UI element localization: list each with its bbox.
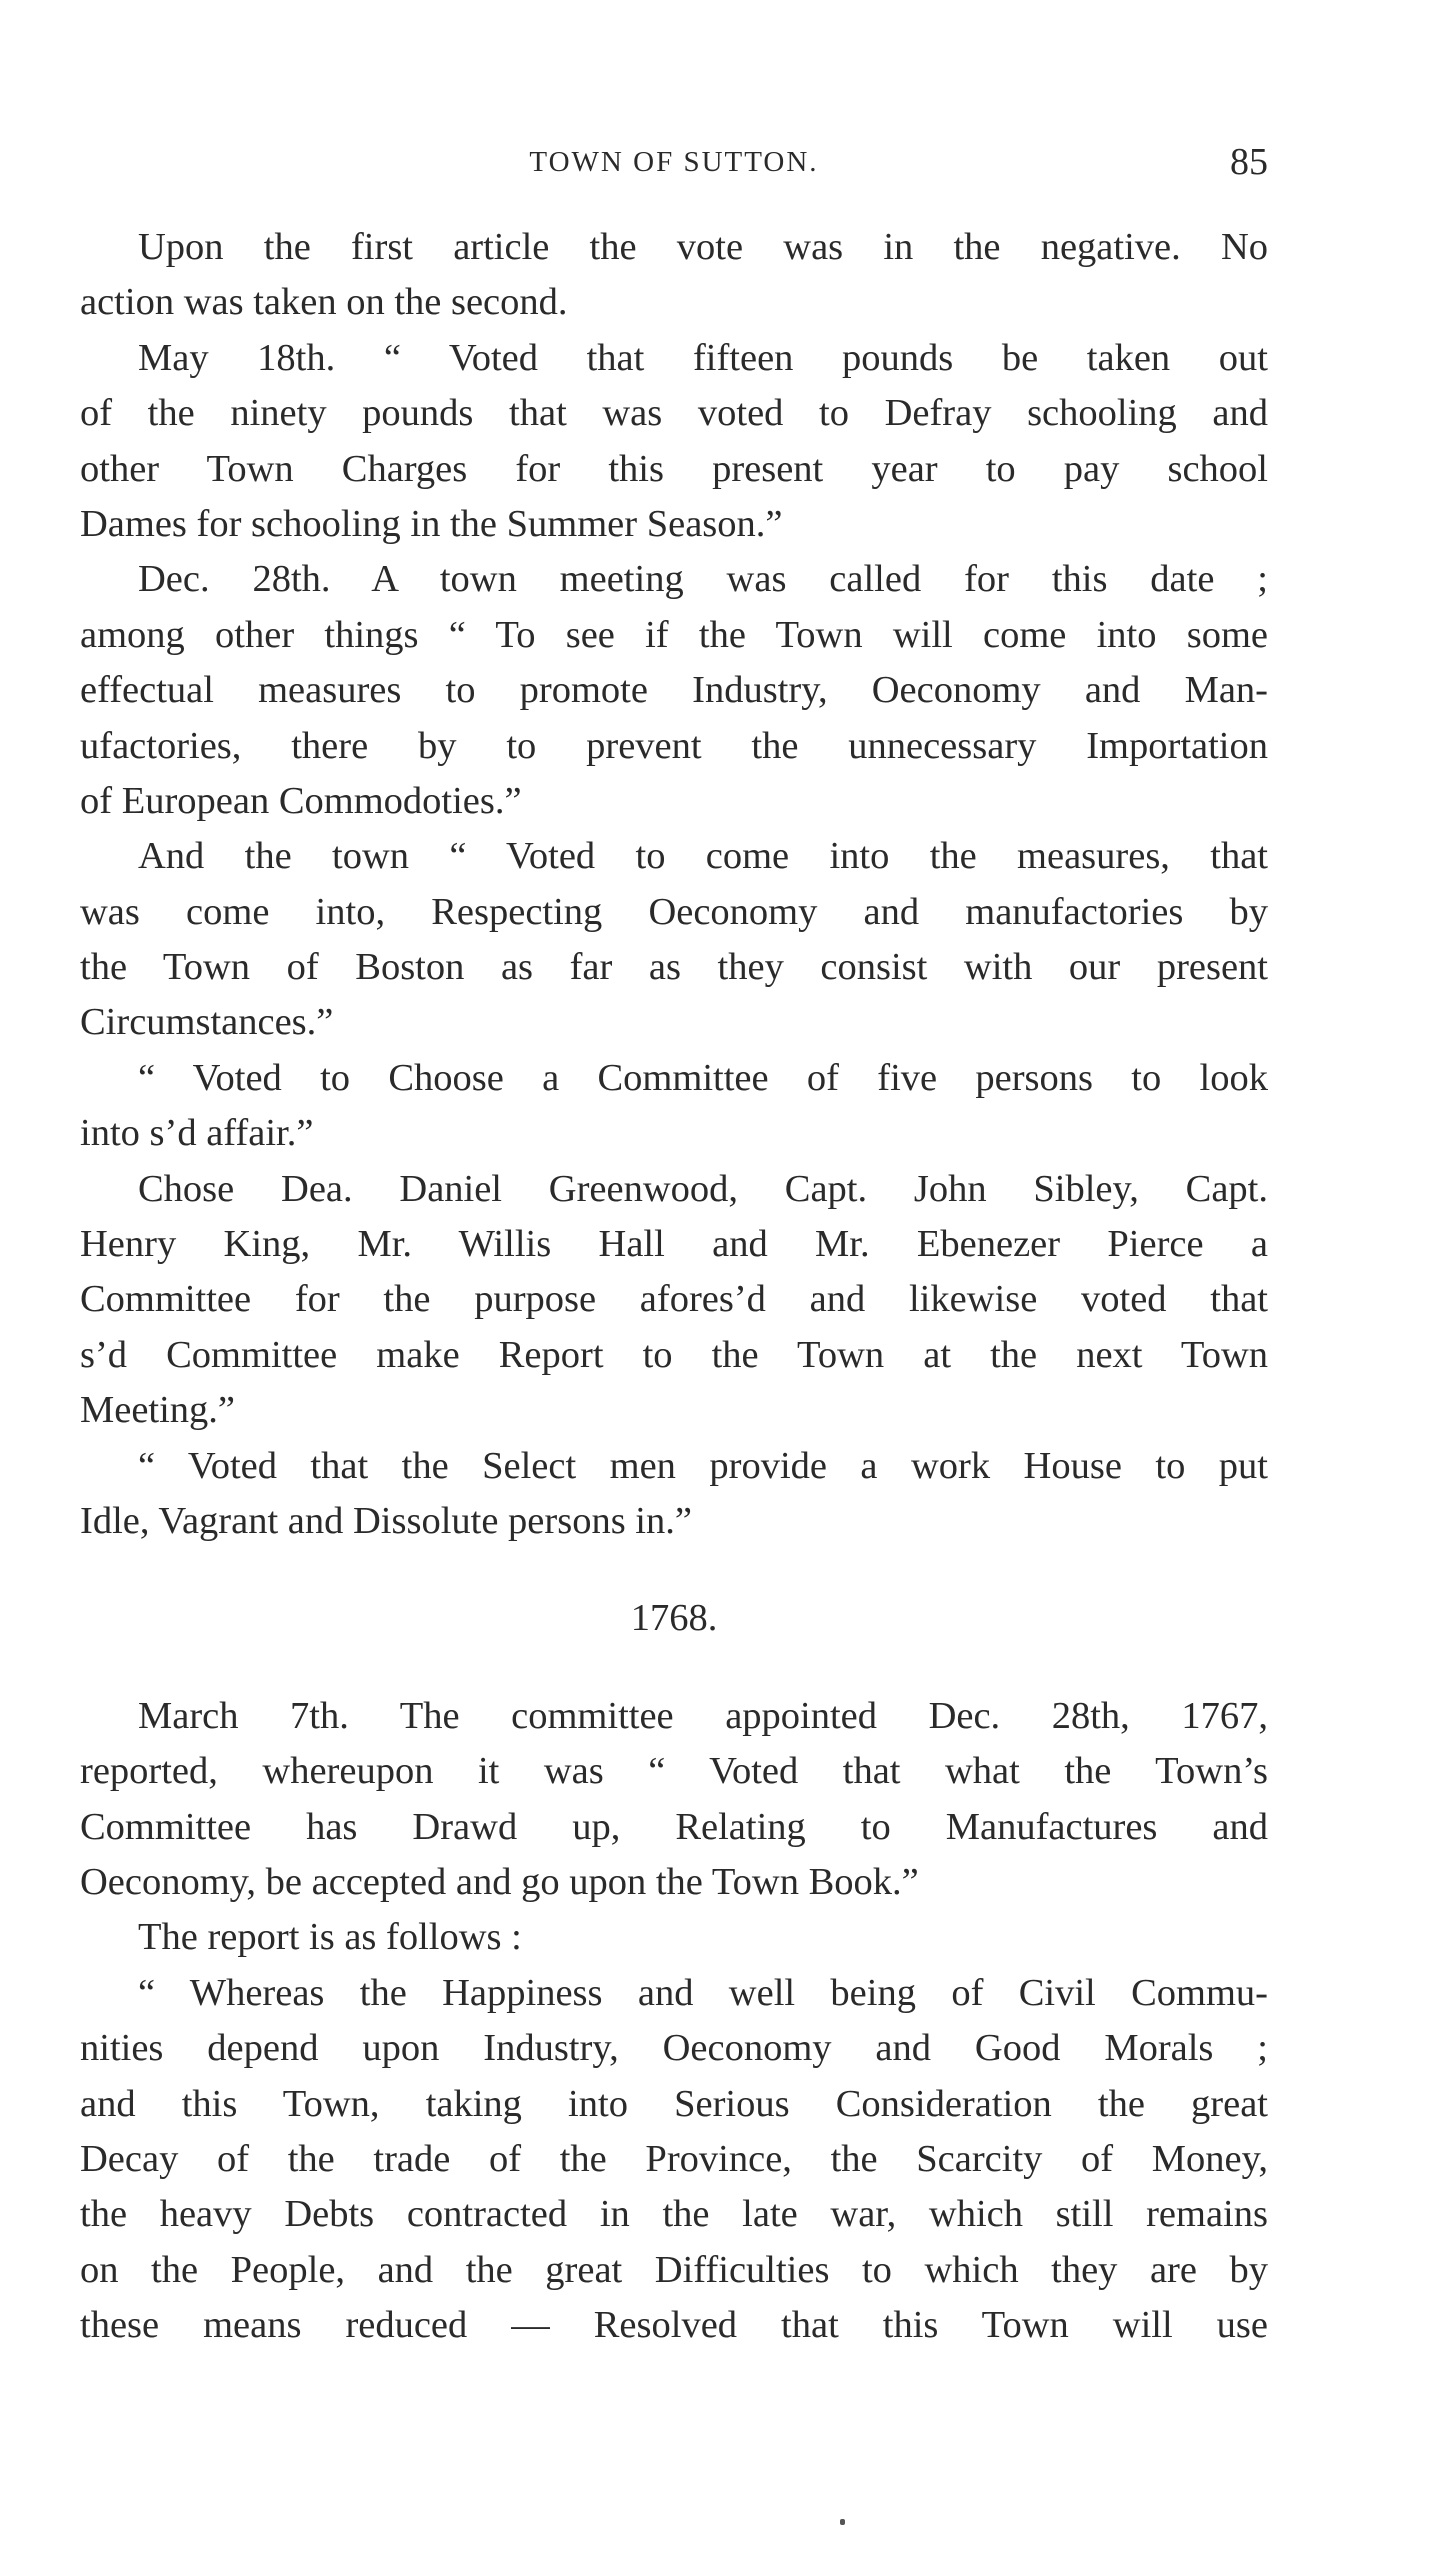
text-line: Committee has Drawd up, Relating to Manufactures and xyxy=(80,1805,1268,1848)
running-title: TOWN OF SUTTON. xyxy=(529,146,819,178)
print-speck xyxy=(840,2519,845,2525)
text-line: other Town Charges for this present year to pay school xyxy=(80,447,1268,490)
text-line: Committee for the purpose afores’d and likewise voted that xyxy=(80,1278,1268,1321)
text-line: the Town of Boston as far as they consist with our present xyxy=(80,946,1268,989)
text-line: among other things “ To see if the Town will come into some xyxy=(80,613,1268,656)
text-line: effectual measures to promote Industry, Oeconomy and Man- xyxy=(80,669,1268,712)
text-line: Chose Dea. Daniel Greenwood, Capt. John Sibley, Capt. xyxy=(138,1167,1268,1210)
text-line: Dames for schooling in the Summer Season.” xyxy=(80,502,783,545)
text-line: “ Voted that the Select men provide a work House to put xyxy=(138,1444,1268,1487)
page-header xyxy=(80,140,1268,190)
body-text xyxy=(80,220,1268,2353)
section-year-heading: 1768. xyxy=(630,1597,718,1640)
text-line: the heavy Debts contracted in the late war, which still remains xyxy=(80,2193,1268,2236)
text-after-year xyxy=(80,1689,1268,2354)
text-line: And the town “ Voted to come into the measures, that xyxy=(138,835,1268,878)
text-line: ufactories, there by to prevent the unnecessary Importation xyxy=(80,724,1268,767)
text-line: Decay of the trade of the Province, the Scarcity of Money, xyxy=(80,2137,1268,2180)
text-line: May 18th. “ Voted that fifteen pounds be taken out xyxy=(138,336,1268,379)
text-line: these means reduced — Resolved that this Town will use xyxy=(80,2304,1268,2347)
text-line: action was taken on the second. xyxy=(80,281,568,324)
text-line: Idle, Vagrant and Dissolute persons in.” xyxy=(80,1499,692,1542)
text-line: Dec. 28th. A town meeting was called for this date ; xyxy=(138,558,1268,601)
text-line: and this Town, taking into Serious Consideration the great xyxy=(80,2082,1268,2125)
text-line: Upon the first article the vote was in the negative. No xyxy=(138,226,1268,268)
text-line: nities depend upon Industry, Oeconomy and Good Morals ; xyxy=(80,2027,1268,2070)
text-line: into s’d affair.” xyxy=(80,1112,314,1155)
text-line: Meeting.” xyxy=(80,1389,236,1432)
text-line: of European Commodoties.” xyxy=(80,779,522,822)
text-line: Henry King, Mr. Willis Hall and Mr. Ebenezer Pierce a xyxy=(80,1223,1268,1266)
text-line: Circumstances.” xyxy=(80,1001,334,1044)
text-line: “ Voted to Choose a Committee of five persons to look xyxy=(138,1056,1268,1099)
page-number: 85 xyxy=(1230,141,1268,183)
text-line: on the People, and the great Difficulties to which they are by xyxy=(80,2248,1268,2291)
text-line: s’d Committee make Report to the Town at the next Town xyxy=(80,1333,1268,1376)
text-line: Oeconomy, be accepted and go upon the Town Book.” xyxy=(80,1860,919,1903)
text-line: March 7th. The committee appointed Dec. 28th, 1767, xyxy=(138,1694,1268,1737)
text-line: “ Whereas the Happiness and well being of Civil Commu- xyxy=(138,1971,1268,2014)
text-line: was come into, Respecting Oeconomy and manufactories by xyxy=(80,890,1268,933)
text-line: The report is as follows : xyxy=(138,1916,522,1959)
text-line: of the ninety pounds that was voted to Defray schooling and xyxy=(80,392,1268,435)
text-before-year xyxy=(80,220,1268,1549)
text-line: reported, whereupon it was “ Voted that what the Town’s xyxy=(80,1750,1268,1793)
